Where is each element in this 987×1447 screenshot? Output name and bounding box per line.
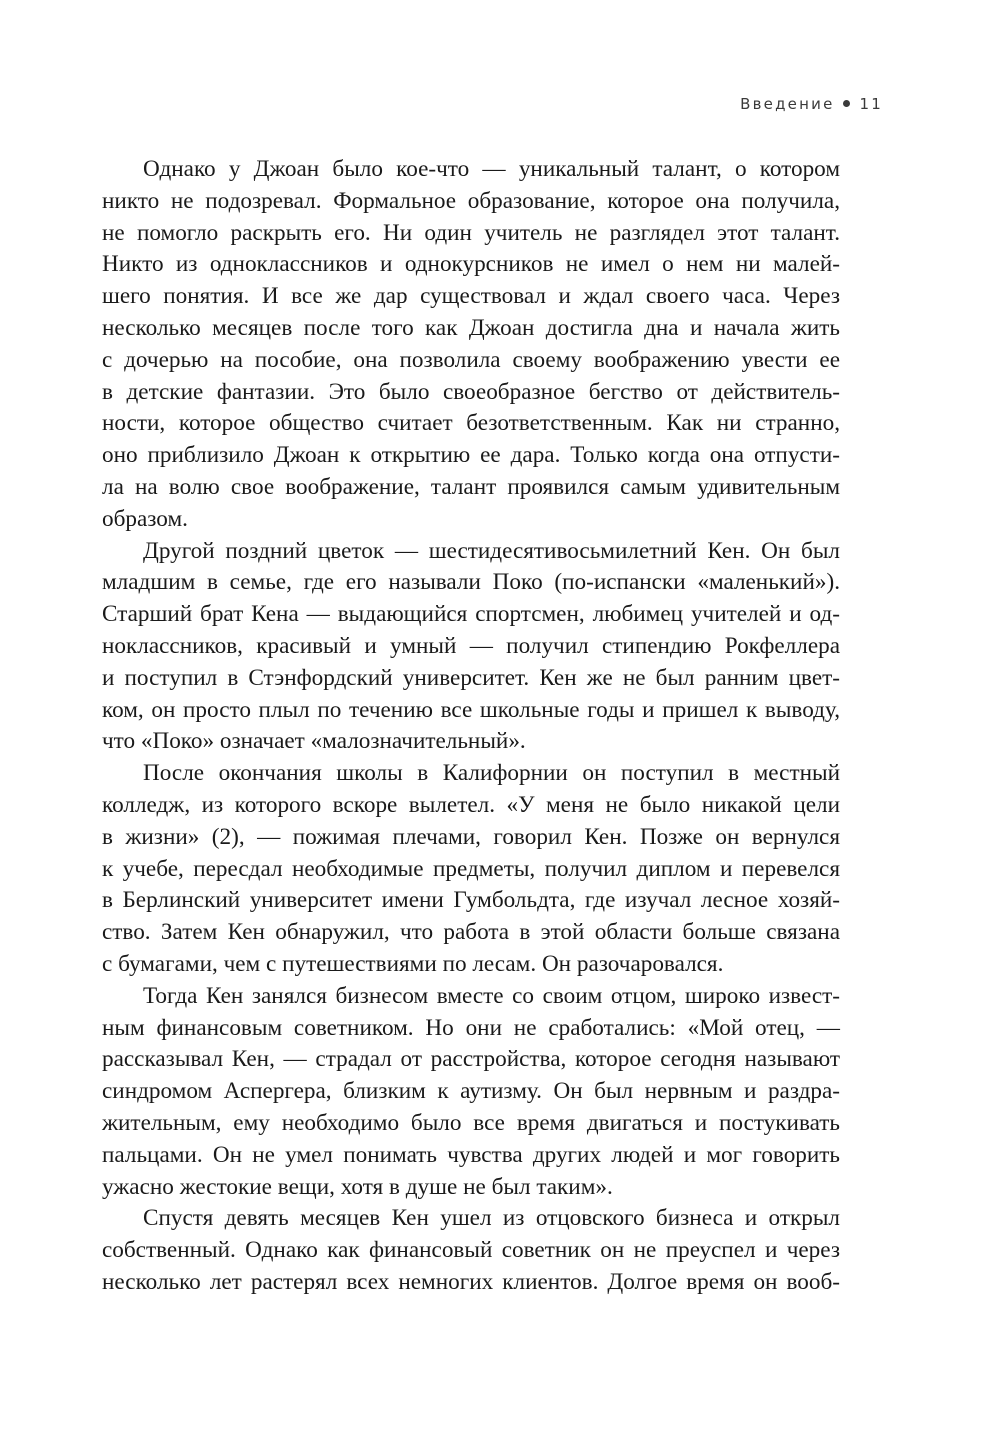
text-line: что «Поко» означает «малозначительный». <box>102 728 526 755</box>
text-line: несколько лет растерял всех немногих клиентов. Долгое время он вооб- <box>102 1268 840 1295</box>
text-line: пальцами. Он не умел понимать чувства других людей и мог говорить <box>102 1141 840 1168</box>
text-line: никто не подозревал. Формальное образование, которое она получила, <box>102 187 840 214</box>
text-line: ноклассников, красивый и умный — получил стипендию Рокфеллера <box>102 632 840 659</box>
body-text <box>102 154 840 1299</box>
bullet-separator <box>843 100 850 107</box>
text-line: и поступил в Стэнфордский университет. Кен же не был ранним цвет- <box>102 664 840 691</box>
text-line: в Берлинский университет имени Гумбольдта, где изучал лесное хозяй- <box>102 887 840 914</box>
paragraph-first-line: Спустя девять месяцев Кен ушел из отцовского бизнеса и открыл <box>143 1205 840 1232</box>
text-line: образом. <box>102 505 188 532</box>
text-line: ным финансовым советником. Но они не сработались: «Мой отец, — <box>102 1014 840 1041</box>
text-line: синдромом Аспергера, близким к аутизму. Он был нервным и раздра- <box>102 1078 840 1105</box>
paragraph-first-line: Другой поздний цветок — шестидесятивосьмилетний Кен. Он был <box>143 537 840 564</box>
text-line: Никто из одноклассников и однокурсников не имел о нем ни малей- <box>102 251 840 278</box>
text-line: собственный. Однако как финансовый советник он не преуспел и через <box>102 1237 840 1264</box>
paragraph-first-line: После окончания школы в Калифорнии он поступил в местный <box>143 760 840 787</box>
running-head <box>600 94 883 114</box>
text-line: несколько месяцев после того как Джоан достигла дна и начала жить <box>102 314 840 341</box>
text-line: ком, он просто плыл по течению все школьные годы и пришел к выводу, <box>102 696 840 723</box>
section-title: Введение <box>740 95 835 113</box>
page-number: 11 <box>859 95 883 113</box>
text-line: рассказывал Кен, — страдал от расстройства, которое сегодня называют <box>102 1046 840 1073</box>
text-line: с дочерью на пособие, она позволила своему воображению увести ее <box>102 346 840 373</box>
text-line: младшим в семье, где его называли Поко (по-испански «маленький»). <box>102 569 840 596</box>
text-line: ужасно жестокие вещи, хотя в душе не был таким». <box>102 1173 613 1200</box>
text-line: Старший брат Кена — выдающийся спортсмен, любимец учителей и од- <box>102 601 840 628</box>
text-line: с бумагами, чем с путешествиями по лесам. Он разочаровался. <box>102 950 724 977</box>
text-line: ла на волю свое воображение, талант проявился самым удивительным <box>102 473 840 500</box>
paragraph-first-line: Однако у Джоан было кое-что — уникальный талант, о котором <box>143 156 840 182</box>
text-line: ности, которое общество считает безответственным. Как ни странно, <box>102 410 840 437</box>
text-line: оно приблизило Джоан к открытию ее дара. Только когда она отпусти- <box>102 442 840 469</box>
text-line: не помогло раскрыть его. Ни один учитель не разглядел этот талант. <box>102 219 840 246</box>
text-line: к учебе, пересдал необходимые предметы, получил диплом и перевелся <box>102 855 840 882</box>
text-line: шего понятия. И все же дар существовал и ждал своего часа. Через <box>102 283 840 310</box>
text-line: жительным, ему необходимо было все время двигаться и постукивать <box>102 1109 840 1136</box>
text-line: ство. Затем Кен обнаружил, что работа в этой области больше связана <box>102 919 840 946</box>
text-line: колледж, из которого вскоре вылетел. «У меня не было никакой цели <box>102 791 840 818</box>
text-line: в жизни» (2), — пожимая плечами, говорил Кен. Позже он вернулся <box>102 823 840 850</box>
text-line: в детские фантазии. Это было своеобразное бегство от действитель- <box>102 378 840 405</box>
paragraph-first-line: Тогда Кен занялся бизнесом вместе со своим отцом, широко извест- <box>143 982 840 1009</box>
